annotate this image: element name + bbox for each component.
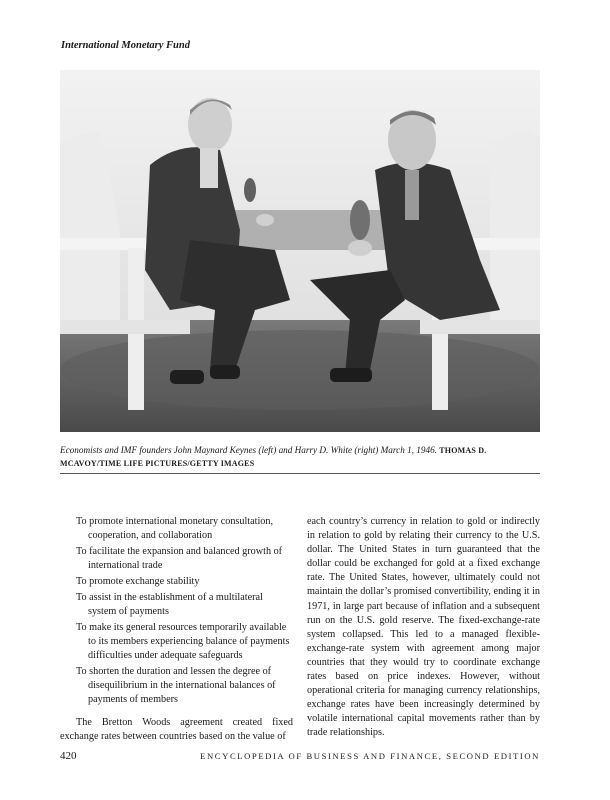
list-item: To assist in the establishment of a multilateral system of payments — [76, 592, 263, 617]
list-item: To shorten the duration and lessen the degree of disequilibrium in the international balances of payments of members — [76, 666, 276, 705]
photo-image — [60, 70, 540, 432]
photo-credit: THOMAS D. MCAVOY/TIME LIFE PICTURES/GETTY IMAGES — [60, 446, 487, 468]
page-footer — [60, 750, 540, 766]
list-item: To make its general resources temporarily available to its members experiencing balance of payments difficulties under adequate safeguards — [76, 622, 290, 661]
right-column — [307, 515, 540, 741]
imf-purposes-list — [60, 515, 293, 707]
caption-text: Economists and IMF founders John Maynard Keynes (left) and Harry D. White (right) March 1, 1946. — [60, 445, 437, 455]
body-paragraph-continued: each country’s currency in relation to gold or indirectly in relation to gold by relating their currency to the U.S. dollar. The United States in turn guaranteed that the dollar could be exchanged for gold at a fixed exchange rate. The United States, however, ultimately could not maintain the dollar’s promised convertibility, ending it in 1971, in large part because of inflation and a subsequent run on the U.S. gold reserve. The fixed-exchange-rate system collapsed. This led to a managed flexible-exchange-rate system with agreement among major countries that they would try to coordinate exchange rates based on price indexes. However, without operational criteria for managing currency relationships, exchange rates have been increasingly determined by volatile international capital movements rather than by trade relationships. — [307, 516, 540, 739]
running-head: International Monetary Fund — [61, 40, 190, 51]
list-item: To promote international monetary consultation, cooperation, and collaboration — [76, 516, 274, 541]
photo-caption — [60, 444, 542, 470]
book-title: ENCYCLOPEDIA OF BUSINESS AND FINANCE, SECOND EDITION — [200, 751, 540, 761]
list-item: To promote exchange stability — [76, 576, 200, 587]
photo-keynes-white — [60, 70, 540, 432]
left-column — [60, 515, 293, 744]
caption-divider — [60, 473, 540, 474]
body-paragraph: The Bretton Woods agreement created fixed exchange rates between countries based on the value of — [60, 716, 293, 742]
page-number: 420 — [60, 750, 77, 762]
list-item: To facilitate the expansion and balanced growth of international trade — [76, 546, 283, 571]
